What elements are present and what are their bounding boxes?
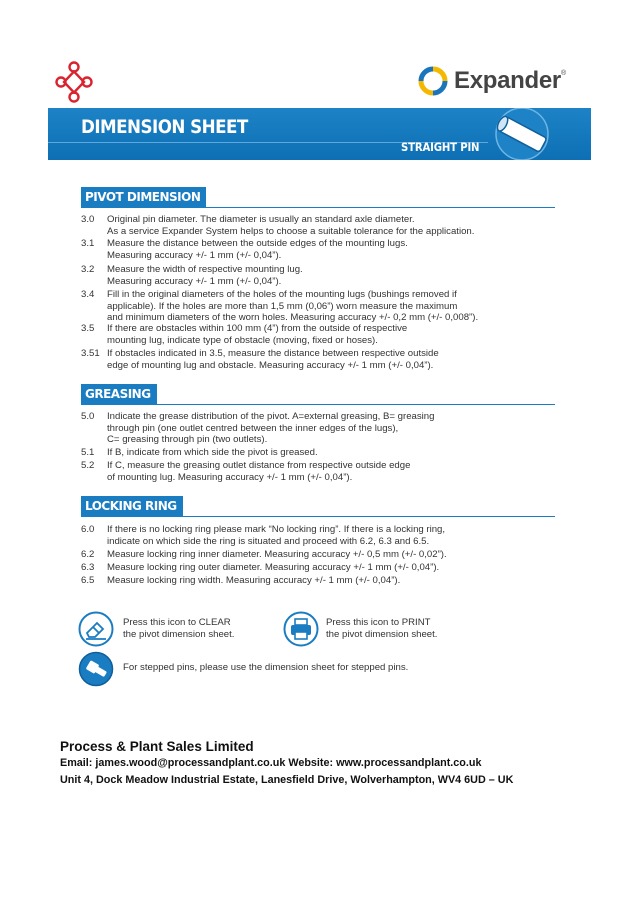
- company-name: Process & Plant Sales Limited: [60, 739, 254, 754]
- clear-instruction: Press this icon to CLEAR the pivot dimension sheet.: [123, 617, 235, 640]
- item-text: If C, measure the greasing outlet distance from respective outside edge of mounting lug. Measuring accuracy +/- 1 mm (+/- 0,04”).: [107, 460, 411, 483]
- item-text: Measure locking ring outer diameter. Measuring accuracy +/- 1 mm (+/- 0,04”).: [107, 562, 440, 573]
- item-text: Measure the width of respective mounting lug. Measuring accuracy +/- 1 mm (+/- 0,04”).: [107, 264, 303, 287]
- list-item: [81, 524, 551, 547]
- address-line: Unit 4, Dock Meadow Industrial Estate, Lanesfield Drive, Wolverhampton, WV4 6UD – UK: [60, 774, 514, 786]
- item-number: 3.2: [81, 264, 95, 275]
- item-number: 5.0: [81, 411, 95, 422]
- item-number: 6.5: [81, 575, 95, 586]
- print-icon[interactable]: [283, 611, 319, 647]
- item-text: Indicate the grease distribution of the pivot. A=external greasing, B= greasing through pin (one outlet centred between the inner edges of the lugs), C= greasing through pin (two outlets).: [107, 411, 435, 446]
- list-item: [81, 549, 551, 561]
- item-number: 3.1: [81, 238, 95, 249]
- list-item: [81, 562, 551, 574]
- straight-pin-icon: [482, 108, 562, 160]
- item-number: 3.0: [81, 214, 95, 225]
- section-header-pivot-dimension: PIVOT DIMENSION: [81, 187, 206, 207]
- item-number: 3.5: [81, 323, 95, 334]
- item-number: 3.51: [81, 348, 100, 359]
- section-divider: [81, 404, 555, 405]
- list-item: [81, 264, 551, 287]
- item-text: Fill in the original diameters of the holes of the mounting lugs (bushings removed if applicable). If the holes are more than 1,5 mm (0,06”) worn measure the maximum and minimum diameters of the worn holes. Measuring accuracy +/- 0,2 mm (+/- 0,008”).: [107, 289, 479, 324]
- section-divider: [81, 516, 555, 517]
- item-text: If obstacles indicated in 3.5, measure the distance between respective outside edge of mounting lug and obstacle. Measuring accuracy +/- 1 mm (+/- 0,04”).: [107, 348, 439, 371]
- item-number: 6.0: [81, 524, 95, 535]
- page-title: DIMENSION SHEET: [81, 116, 248, 138]
- list-item: [81, 411, 551, 446]
- item-text: Measure locking ring width. Measuring accuracy +/- 1 mm (+/- 0,04”).: [107, 575, 401, 586]
- item-number: 6.2: [81, 549, 95, 560]
- item-text: If there are obstacles within 100 mm (4”) from the outside of respective mounting lug, indicate type of obstacle (moving, fixed or hoses).: [107, 323, 408, 346]
- item-number: 5.2: [81, 460, 95, 471]
- stepped-pin-instruction: For stepped pins, please use the dimension sheet for stepped pins.: [123, 662, 409, 673]
- print-instruction: Press this icon to PRINT the pivot dimension sheet.: [326, 617, 438, 640]
- list-item: [81, 348, 551, 371]
- process-plant-logo: [54, 60, 94, 104]
- expander-wordmark: Expander: [454, 67, 561, 94]
- item-number: 3.4: [81, 289, 95, 300]
- section-divider: [81, 207, 555, 208]
- registered-mark: ®: [560, 70, 567, 77]
- item-text: Measure the distance between the outside edges of the mounting lugs. Measuring accuracy +/- 1 mm (+/- 0,04”).: [107, 238, 408, 261]
- list-item: [81, 447, 551, 459]
- item-number: 6.3: [81, 562, 95, 573]
- stepped-pin-icon[interactable]: [78, 651, 114, 687]
- page-subtitle: STRAIGHT PIN: [401, 140, 480, 154]
- expander-logo: [418, 64, 568, 98]
- item-text: If B, indicate from which side the pivot is greased.: [107, 447, 318, 458]
- list-item: [81, 238, 551, 261]
- list-item: [81, 289, 551, 324]
- list-item: [81, 214, 551, 237]
- clear-icon[interactable]: [78, 611, 114, 647]
- item-text: Original pin diameter. The diameter is usually an standard axle diameter. As a service Expander System helps to choose a suitable tolerance for the application.: [107, 214, 475, 237]
- section-header-greasing: GREASING: [81, 384, 157, 404]
- section-header-locking-ring: LOCKING RING: [81, 496, 183, 516]
- list-item: [81, 460, 551, 483]
- item-text: Measure locking ring inner diameter. Measuring accuracy +/- 0,5 mm (+/- 0,02”).: [107, 549, 447, 560]
- list-item: [81, 323, 551, 346]
- expander-ring-icon: [418, 66, 448, 96]
- contact-line: Email: james.wood@processandplant.co.uk Website: www.processandplant.co.uk: [60, 757, 482, 769]
- item-text: If there is no locking ring please mark “No locking ring”. If there is a locking ring, indicate on which side the ring is situated and proceed with 6.2, 6.3 and 6.5.: [107, 524, 446, 547]
- list-item: [81, 575, 551, 587]
- item-number: 5.1: [81, 447, 95, 458]
